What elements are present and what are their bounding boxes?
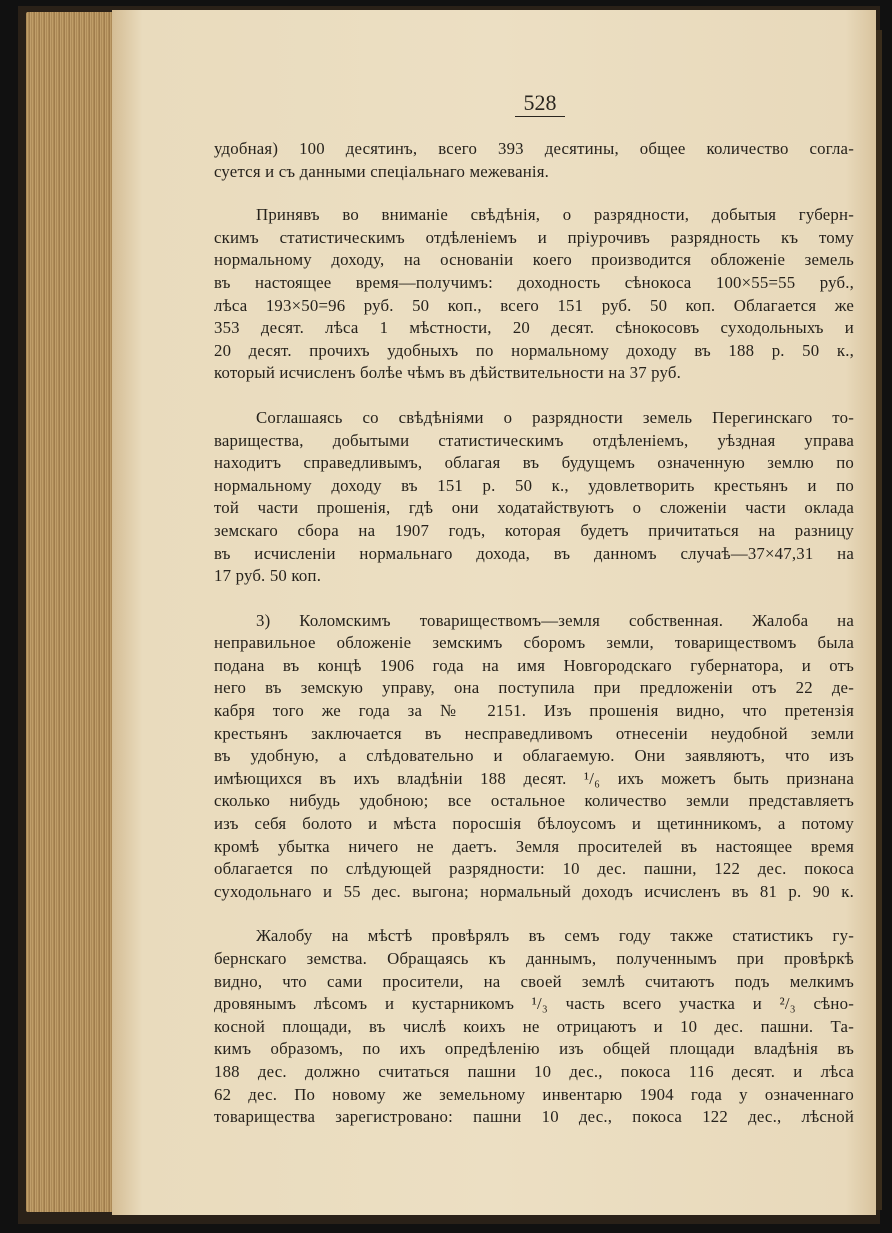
text-line: нормальному доходу, на основаніи коего производится обложеніе земель bbox=[214, 250, 854, 270]
text-line: кабря того же года за № 2151. Изъ прошенія видно, что претензія bbox=[214, 701, 854, 721]
text-line: 188 дес. должно считаться пашни 10 дес., покоса 116 десят. и лѣса bbox=[214, 1061, 854, 1081]
text-line: кимъ образомъ, по ихъ опредѣленію изъ общей площади владѣнія въ bbox=[214, 1039, 854, 1059]
text-line: скимъ статистическимъ отдѣленіемъ и пріурочивъ разрядность къ тому bbox=[214, 227, 854, 247]
paragraph bbox=[214, 138, 854, 183]
text-line: 3) Коломскимъ товариществомъ—земля собственная. Жалоба на bbox=[256, 610, 854, 630]
text-line: земскаго сбора на 1907 годъ, которая будетъ причитаться на разницу bbox=[214, 520, 854, 540]
text-line: Принявъ во вниманіе свѣдѣнія, о разрядности, добытыя губерн- bbox=[256, 205, 854, 225]
page-number: 528 bbox=[515, 90, 565, 117]
text-line: облагается по слѣдующей разрядности: 10 дес. пашни, 122 дес. покоса bbox=[214, 859, 854, 879]
text-line: въ удобную, а слѣдовательно и облагаемую. Они заявляютъ, что изъ bbox=[214, 746, 854, 766]
paragraph bbox=[214, 925, 854, 1128]
text-line: имѣющихся въ ихъ владѣніи 188 десят. ¹/₆ ихъ можетъ быть признана bbox=[214, 768, 854, 788]
text-line: той части прошенія, гдѣ они ходатайствуютъ о сложеніи части оклада bbox=[214, 498, 854, 518]
text-line: находитъ справедливымъ, облагая въ будущемъ означенную землю по bbox=[214, 453, 854, 473]
text-line: товарищества зарегистровано: пашни 10 дес., покоса 122 дес., лѣсной bbox=[214, 1107, 854, 1127]
text-line: въ исчисленіи нормальнаго дохода, въ данномъ случаѣ—37×47,31 на bbox=[214, 543, 854, 563]
text-line: кромѣ убытка ничего не даетъ. Земля просителей въ настоящее время bbox=[214, 836, 854, 856]
text-line: который исчисленъ болѣе чѣмъ въ дѣйствительности на 37 руб. bbox=[214, 363, 682, 383]
text-line: видно, что сами просители, на своей землѣ считаютъ подъ мелкимъ bbox=[214, 971, 854, 991]
text-line: изъ себя болото и мѣста поросшія бѣлоусомъ и щетинникомъ, а потому bbox=[214, 814, 854, 834]
text-line: 353 десят. лѣса 1 мѣстности, 20 десят. сѣнокосовъ суходольныхъ и bbox=[214, 318, 854, 338]
paragraph bbox=[214, 407, 854, 588]
text-line: варищества, добытыми статистическимъ отдѣленіемъ, уѣздная управа bbox=[214, 430, 854, 450]
text-line: удобная) 100 десятинъ, всего 393 десятины, общее количество согла- bbox=[214, 139, 854, 158]
text-line: подана въ концѣ 1906 года на имя Новгородскаго губернатора, и отъ bbox=[214, 655, 854, 675]
text-line: 20 десят. прочихъ удобныхъ по нормальному доходу въ 188 р. 50 к., bbox=[214, 340, 854, 360]
text-line: неправильное обложеніе земскимъ сборомъ земли, товариществомъ была bbox=[214, 633, 854, 653]
page-shadow bbox=[876, 30, 882, 1210]
text-line: суходольнаго и 55 дес. выгона; нормальный доходъ исчисленъ въ 81 р. 90 к. bbox=[214, 881, 854, 901]
paragraph bbox=[214, 610, 854, 904]
text-line: лѣса 193×50=96 руб. 50 коп., всего 151 руб. 50 коп. Облагается же bbox=[214, 295, 854, 315]
text-line: бернскаго земства. Обращаясь къ даннымъ, полученнымъ при провѣркѣ bbox=[214, 949, 854, 968]
text-line: косной площади, въ числѣ коихъ не отрицаютъ и 10 дес. пашни. Та- bbox=[214, 1016, 854, 1036]
text-line: Соглашаясь со свѣдѣніями о разрядности земель Перегинскаго то- bbox=[256, 407, 854, 427]
page-text bbox=[214, 138, 854, 1129]
text-line: сколько нибудь удобною; все остальное количество земли представляетъ bbox=[214, 791, 854, 811]
text-line: дровянымъ лѣсомъ и кустарникомъ ¹/₃ часть всего участка и ²/₃ сѣно- bbox=[214, 994, 854, 1014]
text-line: 17 руб. 50 коп. bbox=[214, 566, 322, 586]
text-line: въ настоящее время—получимъ: доходность сѣнокоса 100×55=55 руб., bbox=[214, 272, 854, 292]
text-line: Жалобу на мѣстѣ провѣрялъ въ семъ году также статистикъ гу- bbox=[256, 926, 854, 946]
text-line: суется и съ данными спеціальнаго межеванія. bbox=[214, 161, 550, 181]
text-line: 62 дес. По новому же земельному инвентарю 1904 года у означеннаго bbox=[214, 1084, 854, 1104]
text-line: него въ земскую управу, она поступила при предложеніи отъ 22 де- bbox=[214, 678, 854, 698]
paragraph bbox=[214, 204, 854, 385]
text-line: нормальному доходу въ 151 р. 50 к., удовлетворить крестьянъ и по bbox=[214, 475, 854, 495]
text-line: крестьянъ заключается въ несправедливомъ отнесеніи неудобной земли bbox=[214, 723, 854, 743]
book-page-edges bbox=[26, 12, 122, 1212]
